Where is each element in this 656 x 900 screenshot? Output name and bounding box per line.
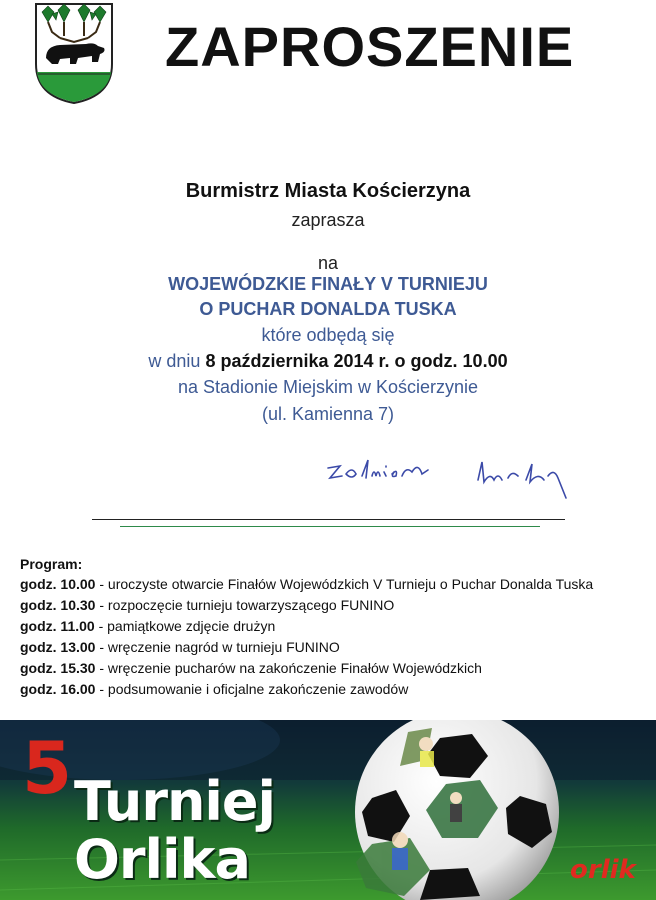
coat-of-arms-icon [34, 2, 114, 105]
invitation-on: na [317, 253, 339, 273]
signature-line [92, 519, 565, 520]
program-item [20, 679, 593, 700]
date-prefix: w dniu [148, 351, 206, 371]
program-item [20, 616, 593, 637]
invitation-verb: zaprasza [291, 210, 365, 230]
program-title: Program: [20, 556, 83, 572]
orlik-logo [570, 855, 636, 885]
banner-number: 5 [22, 726, 73, 810]
event-title-line2: O PUCHAR DONALDA TUSKA [199, 299, 457, 319]
program-desc: - wręczenie pucharów na zakończenie Finałów Wojewódzkich [95, 660, 482, 676]
tournament-banner [0, 720, 656, 900]
banner-line2: Orlika [74, 828, 250, 891]
program-item [20, 658, 593, 679]
program-time: godz. 10.00 [20, 576, 96, 592]
program-desc: - pamiątkowe zdjęcie drużyn [94, 618, 276, 634]
program-desc: - rozpoczęcie turnieju towarzyszącego FUNINO [95, 597, 395, 613]
program-item [20, 637, 593, 658]
program-item [20, 595, 593, 616]
event-venue: na Stadionie Miejskim w Kościerzynie [177, 377, 479, 397]
event-title-line1: WOJEWÓDZKIE FINAŁY V TURNIEJU [168, 274, 488, 294]
program-section [20, 556, 593, 700]
event-date-line [0, 351, 656, 372]
program-desc: - uroczyste otwarcie Finałów Wojewódzkich V Turnieju o Puchar Donalda Tuska [95, 576, 594, 592]
program-desc: - wręczenie nagród w turnieju FUNINO [95, 639, 340, 655]
invitation-from: Burmistrz Miasta Kościerzyna [185, 180, 471, 202]
orlik-logo-o: o [570, 855, 588, 885]
program-item [20, 574, 593, 595]
program-time: godz. 13.00 [20, 639, 96, 655]
program-desc: - podsumowanie i oficjalne zakończenie zawodów [95, 681, 409, 697]
divider-green [120, 526, 540, 527]
program-time: godz. 16.00 [20, 681, 96, 697]
program-time: godz. 11.00 [20, 618, 95, 634]
event-address: (ul. Kamienna 7) [261, 404, 395, 424]
program-time: godz. 15.30 [20, 660, 96, 676]
program-time: godz. 10.30 [20, 597, 96, 613]
page-title: ZAPROSZENIE [165, 15, 575, 78]
orlik-logo-rest: rlik [587, 855, 636, 885]
event-date: 8 października 2014 r. o godz. 10.00 [205, 351, 508, 371]
banner-line1: Turniej [74, 770, 276, 833]
event-which: które odbędą się [261, 325, 395, 345]
signature-image [322, 454, 572, 502]
